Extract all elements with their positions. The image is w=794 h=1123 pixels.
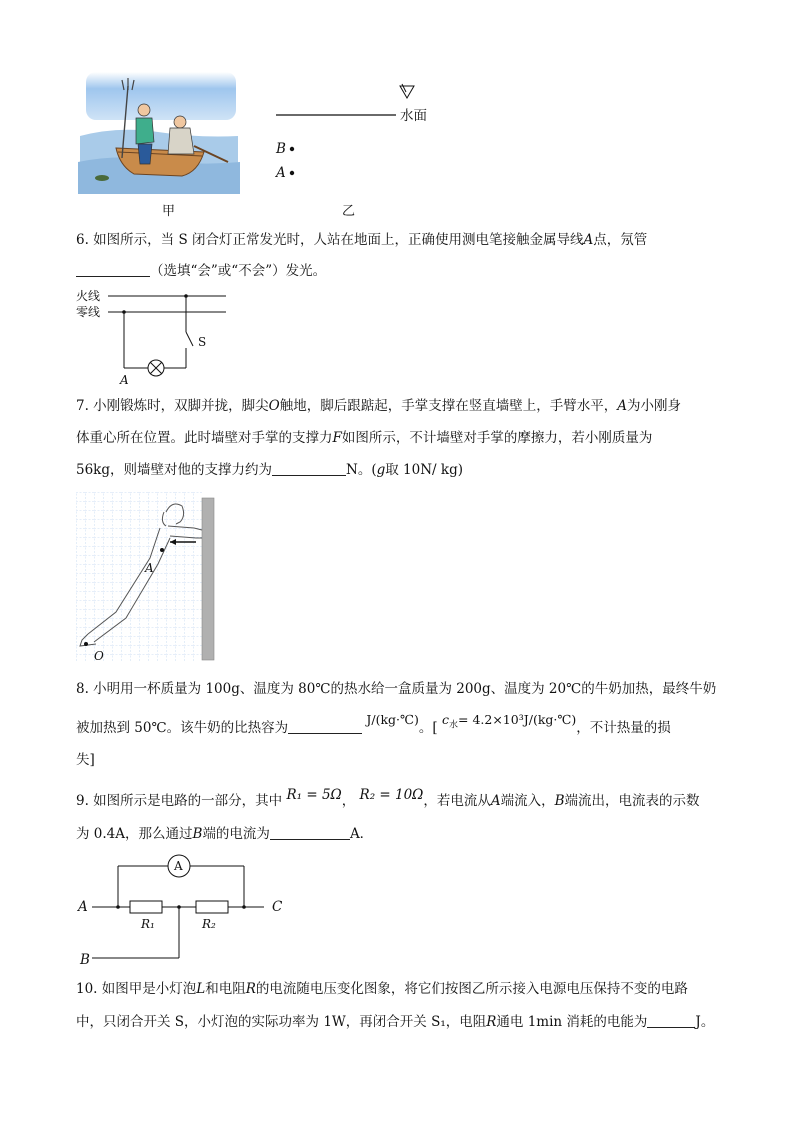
q9-answer-blank[interactable] [270,825,350,840]
point-b-label: B [276,141,286,157]
caption-yi: 乙 [342,204,356,219]
q6-point-a-label: A [120,373,129,387]
q9-ammeter-label: A [174,859,183,873]
q7-line1: 7. 小刚锻炼时，双脚并拢，脚尖O触地，脚后跟踮起，手掌支撑在竖直墙壁上，手臂水平，A为小刚身 [76,398,681,414]
q9-terminal-c: C [272,899,283,915]
q9-line2: 为 0.4A，那么通过B端的电流为 A． [76,826,374,842]
q8-line1: 8. 小明用一杯质量为 100g、温度为 80℃的热水给一盒质量为 200g、温度为 20℃的牛奶加热，最终牛奶 [76,681,717,697]
point-a-label: A [276,165,286,181]
q9-r1-label: R₁ [141,917,155,931]
q8-line3: 失] [76,752,95,768]
boat-picture [78,66,240,194]
q7-point-a-label: A [145,561,154,575]
q10-line2: 中，只闭合开关 S，小灯泡的实际功率为 1W，再闭合开关 S₁，电阻R通电 1min 消耗的电能为 J。 [76,1014,715,1030]
q8-answer-blank[interactable] [288,719,362,734]
q6-line1: 6. 如图所示，当 S 闭合灯正常发光时，人站在地面上，正确使用测电笔接触金属导线A点，氖管 [76,232,648,248]
q6-live-wire-label: 火线 [76,289,101,303]
water-surface-label: 水面 [400,108,427,124]
q9-terminal-b: B [80,952,90,968]
q10-line1: 10. 如图甲是小灯泡L和电阻R的电流随电压变化图象，将它们按图乙所示接入电源电压保持不变的电路 [76,981,688,997]
q9-r2-label: R₂ [202,917,216,931]
q7-point-o-label: O [94,649,104,663]
q6-line2: （选填“会”或“不会”）发光。 [76,261,326,281]
q7-answer-blank[interactable] [272,461,346,476]
q6-neutral-wire-label: 零线 [76,305,101,319]
q7-line2: 体重心所在位置。此时墙壁对手掌的支撑力F如图所示，不计墙壁对手掌的摩擦力，若小刚质量为 [76,430,653,446]
q10-answer-blank[interactable] [647,1013,695,1028]
caption-jia: 甲 [162,204,176,219]
q6-switch-label: S [198,335,207,349]
water-surface-figure [272,78,432,188]
q9-line1: 9. 如图所示是电路的一部分，其中 R₁ = 5Ω， R₂ = 10Ω，若电流从A端流入，B端流出，电流表的示数 [76,787,700,809]
q9-terminal-a: A [78,899,88,915]
q8-line2: 被加热到 50℃。该牛奶的比热容为 J/(kg·℃)。[ $c_水=$ 4.2×10³J/(kg·℃)，不计热量的损 [76,712,671,736]
q7-line3: 56kg，则墙壁对他的支撑力约为 N。(g取 10N/ kg) [76,462,463,478]
q6-answer-blank[interactable] [76,262,150,277]
